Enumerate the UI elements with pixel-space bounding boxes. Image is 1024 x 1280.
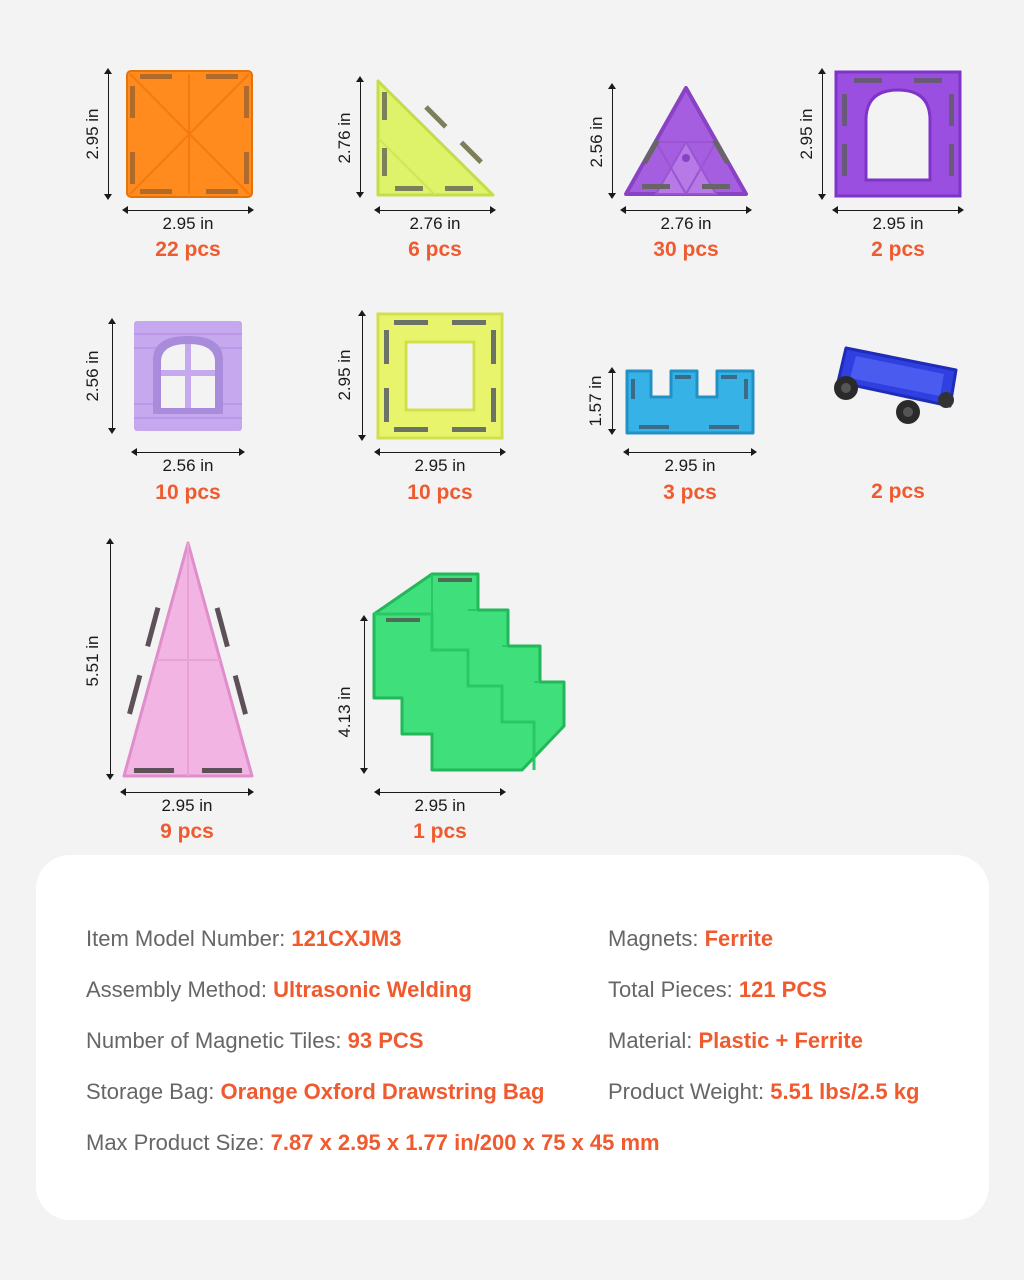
width-label: 2.95 in [664, 456, 716, 475]
height-arrow [364, 617, 365, 772]
height-label: 2.95 in [83, 108, 102, 160]
spec-magnets: Magnets: Ferrite [608, 926, 774, 951]
height-arrow [362, 312, 363, 439]
spec-total-pieces: Total Pieces: 121 PCS [608, 977, 827, 1002]
spec-storage-bag: Storage Bag: Orange Oxford Drawstring Bag [86, 1079, 545, 1104]
width-label: 2.56 in [162, 456, 214, 475]
spec-model: Item Model Number: 121CXJM3 [86, 926, 402, 951]
height-label: 2.95 in [797, 108, 816, 160]
height-label: 2.95 in [335, 349, 354, 401]
width-arrow [122, 792, 252, 793]
width-arrow [133, 452, 243, 453]
quantity-label: 3 pcs [663, 481, 717, 504]
blue-car-base-tile [828, 340, 964, 430]
spec-material: Material: Plastic + Ferrite [608, 1028, 863, 1053]
quantity-label: 6 pcs [408, 238, 462, 261]
quantity-label: 10 pcs [155, 481, 221, 504]
width-arrow [622, 210, 750, 211]
height-arrow [108, 70, 109, 198]
width-label: 2.95 in [414, 796, 466, 815]
yellow-square-frame-tile [376, 312, 504, 440]
height-arrow [612, 369, 613, 433]
height-arrow [360, 78, 361, 196]
width-arrow [376, 452, 504, 453]
purple-triangle-tile [622, 84, 750, 198]
width-label: 2.95 in [162, 214, 214, 233]
width-label: 2.95 in [414, 456, 466, 475]
height-label: 2.56 in [587, 116, 606, 168]
quantity-label: 1 pcs [413, 820, 467, 843]
width-label: 2.76 in [660, 214, 712, 233]
height-arrow [822, 70, 823, 198]
height-label: 5.51 in [83, 635, 102, 687]
green-stairs-tile [372, 570, 568, 774]
height-label: 2.56 in [83, 350, 102, 402]
quantity-label: 2 pcs [871, 238, 925, 261]
spec-max-size: Max Product Size: 7.87 x 2.95 x 1.77 in/200 x 75 x 45 mm [86, 1130, 660, 1155]
width-label: 2.95 in [161, 796, 213, 815]
quantity-label: 22 pcs [155, 238, 221, 261]
width-arrow [834, 210, 962, 211]
blue-crenel-tile [625, 369, 755, 435]
spec-magnetic-tiles: Number of Magnetic Tiles: 93 PCS [86, 1028, 424, 1053]
spec-weight: Product Weight: 5.51 lbs/2.5 kg [608, 1079, 920, 1104]
quantity-label: 2 pcs [871, 480, 925, 503]
height-arrow [612, 85, 613, 197]
width-arrow [376, 210, 494, 211]
width-arrow [376, 792, 504, 793]
width-arrow [625, 452, 755, 453]
orange-square-tile [126, 70, 253, 198]
height-arrow [112, 320, 113, 432]
height-arrow [110, 540, 111, 778]
spec-assembly: Assembly Method: Ultrasonic Welding [86, 977, 472, 1002]
purple-arch-window-tile [834, 70, 962, 198]
pink-tall-triangle-tile [120, 540, 256, 780]
lavender-window-tile [133, 320, 243, 432]
width-label: 2.76 in [409, 214, 461, 233]
quantity-label: 10 pcs [407, 481, 473, 504]
quantity-label: 30 pcs [653, 238, 719, 261]
yellow-right-triangle-tile [375, 78, 497, 198]
height-label: 2.76 in [335, 112, 354, 164]
width-arrow [124, 210, 252, 211]
width-label: 2.95 in [872, 214, 924, 233]
height-label: 4.13 in [335, 686, 354, 738]
quantity-label: 9 pcs [160, 820, 214, 843]
height-label: 1.57 in [586, 375, 605, 427]
